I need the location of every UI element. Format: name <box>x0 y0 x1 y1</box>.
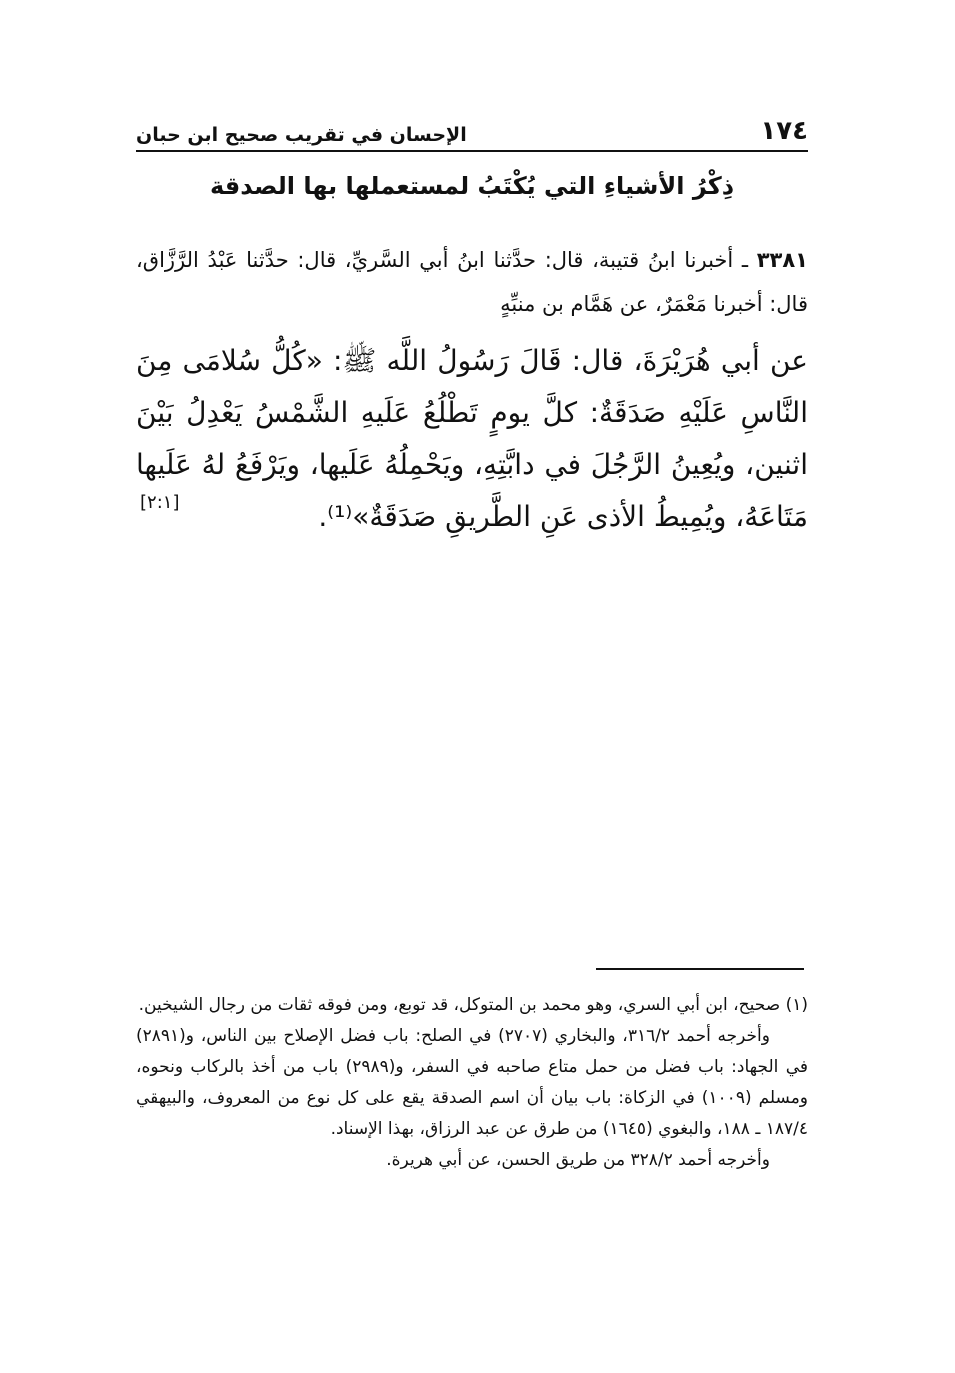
hadith-matn: عن أبي هُرَيْرَةَ، قال: قَالَ رَسُولُ اللَّه ﷺ: «كُلُّ سُلامَى مِنَ النَّاسِ عَلَيْهِ صَدَقَةٌ: كلَّ يومٍ تَطْلُعُ عَلَيهِ الشَّمْسُ يَعْدِلُ بَيْنَ اثنين، ويُعِينُ الرَّجُلَ في دابَّتِهِ، ويَحْمِلُهُ عَلَيها، ويَرْفَعُ لهُ عَلَيها مَتَاعَهُ، ويُمِيطُ الأذى عَنِ الطَّريقِ صَدَقَةٌ»⁽¹⁾. <box>136 344 808 533</box>
footnote-1-additional: وأخرجه أحمد ٣٢٨/٢ من طريق الحسن، عن أبي هريرة. <box>386 1150 770 1170</box>
hadith-reference-code: [٢:١] <box>140 492 180 513</box>
footnote-divider <box>596 968 804 970</box>
hadith-number: ٣٣٨١ <box>756 248 808 272</box>
footnote-1-takhrij: وأخرجه أحمد ٣١٦/٢، والبخاري (٢٧٠٧) في الصلح: باب فضل الإصلاح بين الناس، و(٢٨٩١) في الجهاد: باب فضل من حمل متاع صاحبه في السفر، و(٢٩٨٩) باب من أخذ بالركاب ونحوه، ومسلم (١٠٠٩) في الزكاة: باب بيان أن اسم الصدقة يقع على كل نوع من المعروف، والبيهقي ١٨٧/٤ ـ ١٨٨، والبغوي (١٦٤٥) من طرق عن عبد الرزاق، بهذا الإسناد. <box>136 1026 809 1139</box>
running-title: الإحسان في تقريب صحيح ابن حبان <box>136 124 467 146</box>
page-header <box>136 108 808 152</box>
section-title: ذِكْرُ الأشياءِ التي يُكْتَبُ لمستعملها بها الصدقة <box>209 172 735 200</box>
footnotes <box>136 990 808 1176</box>
hadith-isnad <box>136 238 808 326</box>
footnote-1: (١) صحيح، ابن أبي السري، وهو محمد بن المتوكل، قد توبع، ومن فوقه ثقات من رجال الشيخين. <box>138 995 808 1015</box>
page-number: ١٧٤ <box>760 116 808 146</box>
isnad-text: ـ أخبرنا ابنُ قتيبة، قال: حدَّثنا ابنُ أبي السَّريِّ، قال: حدَّثنا عَبْدُ الرَّزَّاق، قال: أخبرنا مَعْمَرٌ، عن هَمَّام بن منبِّهٍ <box>136 248 808 316</box>
